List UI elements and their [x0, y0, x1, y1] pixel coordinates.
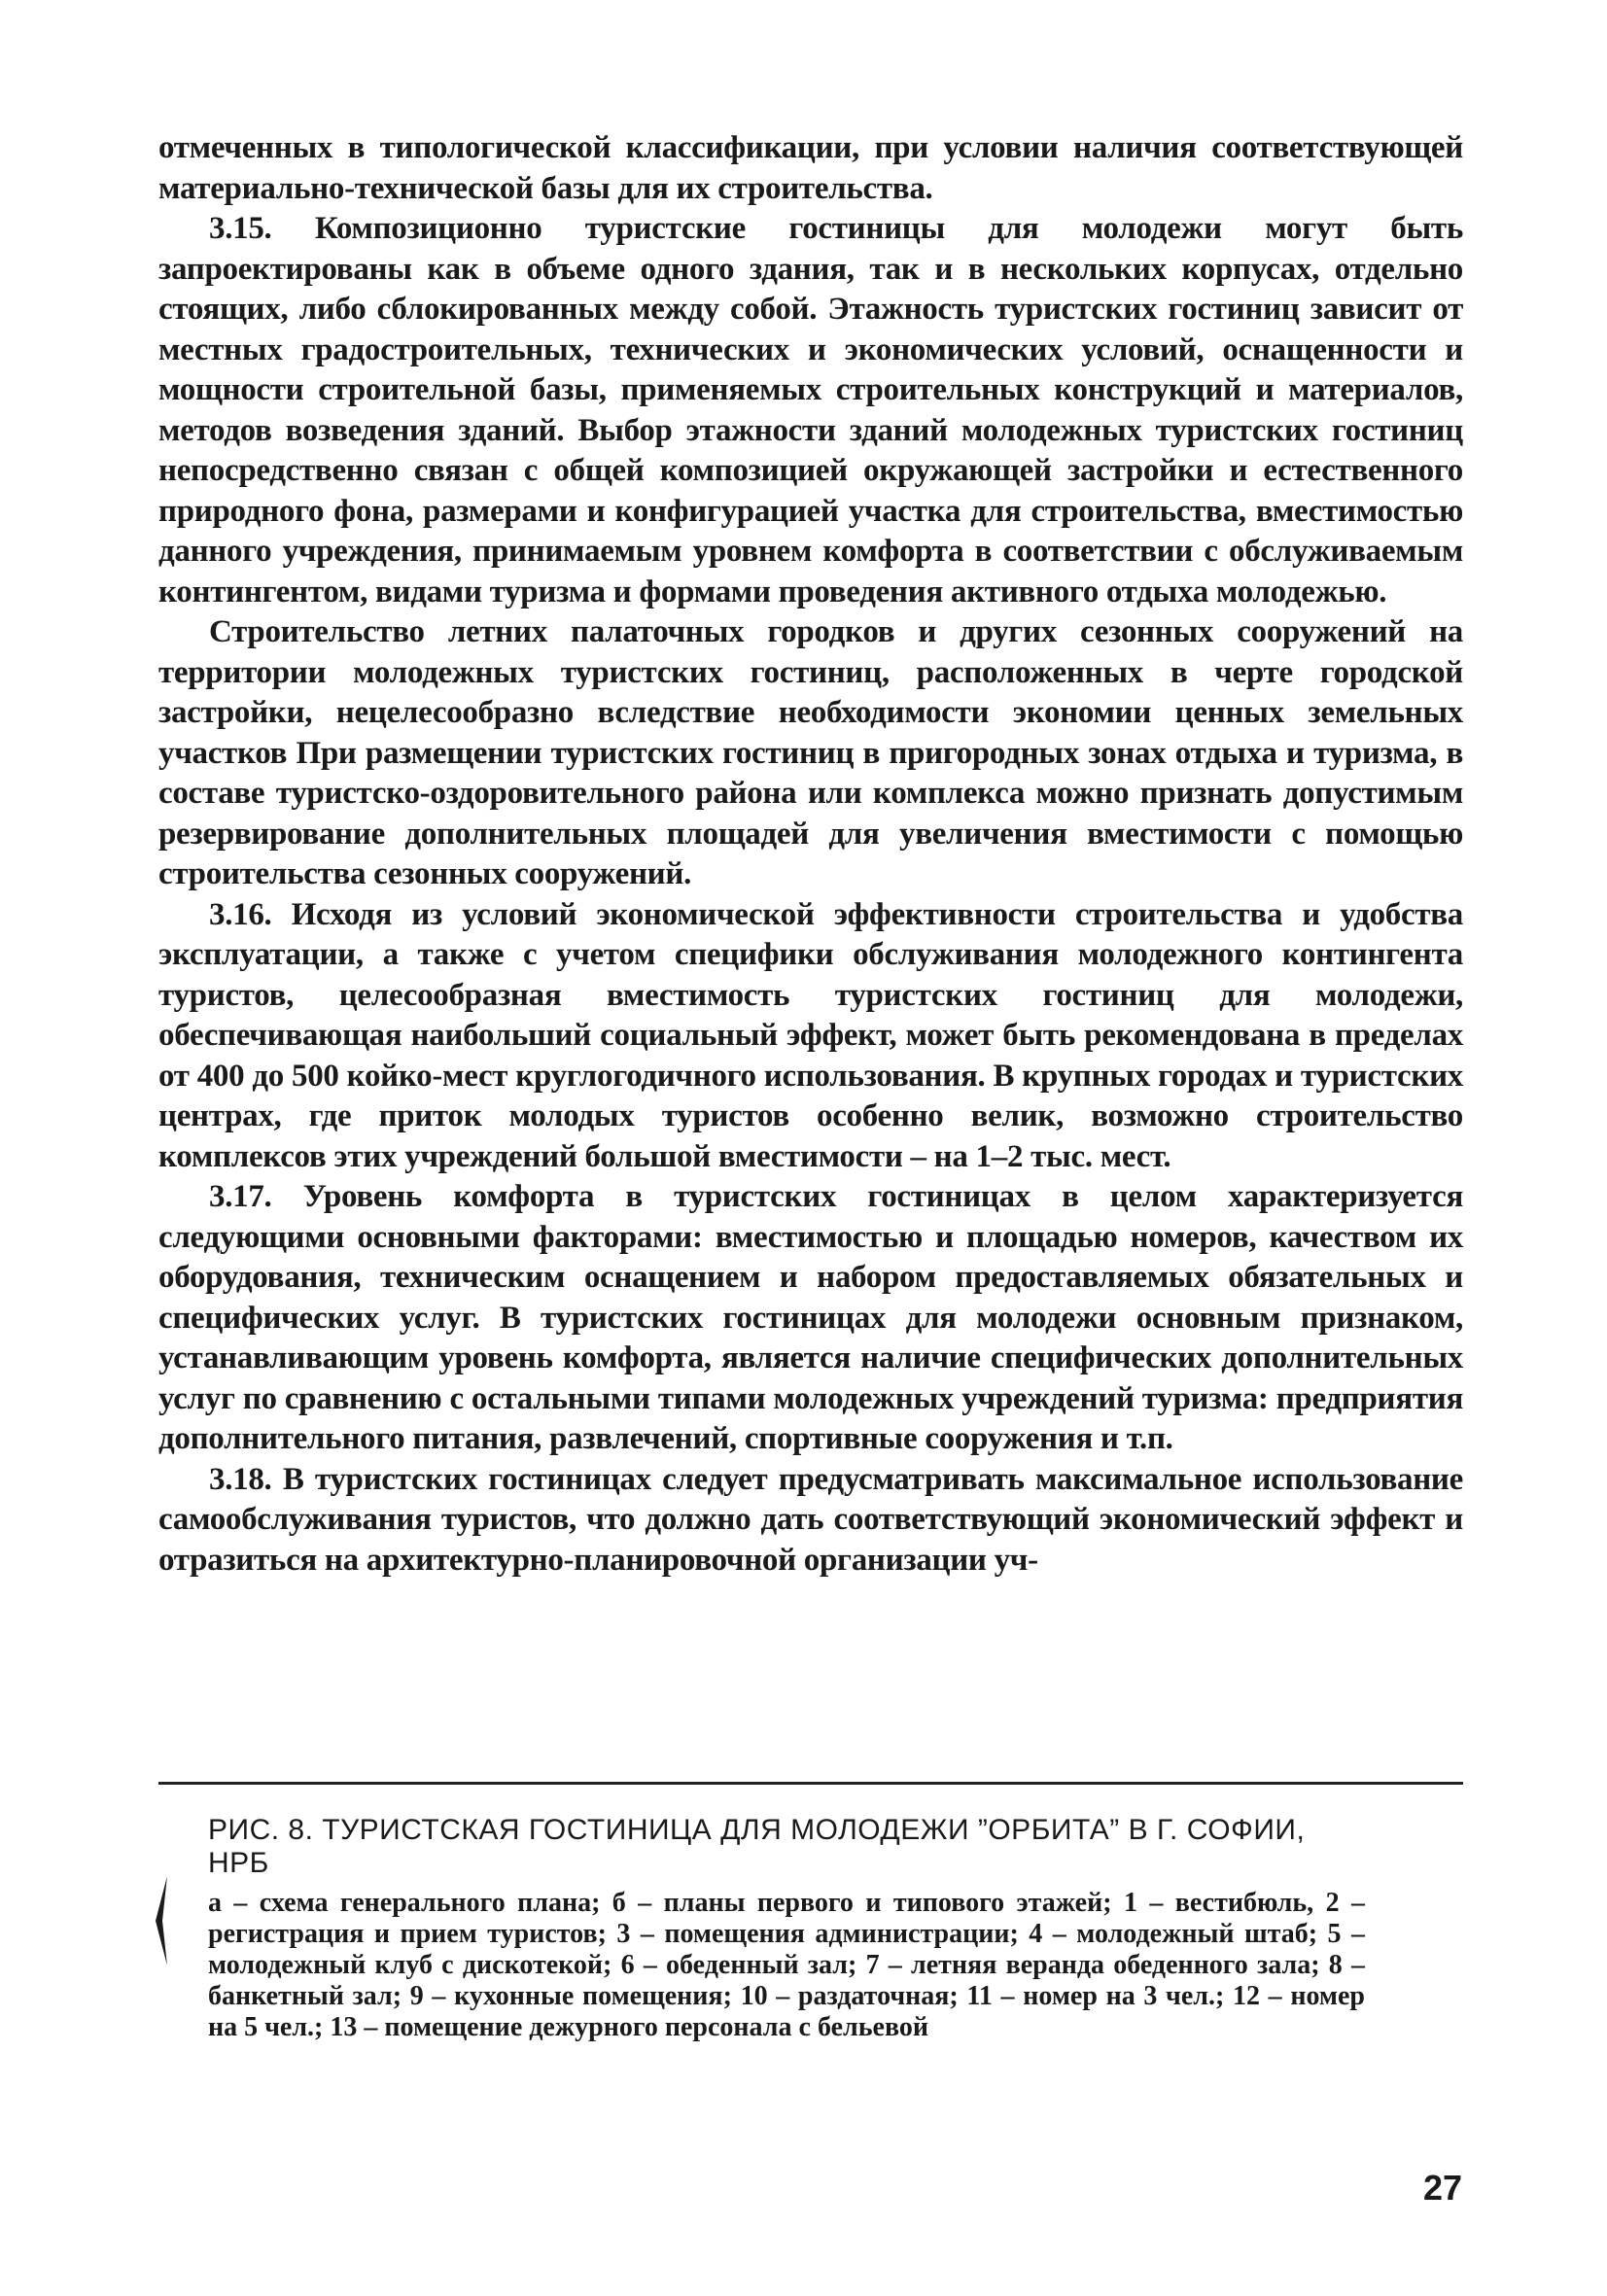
body-text [158, 128, 1463, 1581]
paragraph-continuation: отмеченных в типологической классификации, при условии наличия соответствующей материально-технической базы для их строительства. [158, 130, 1463, 206]
caption-legend: а – схема генерального плана; б – планы первого и типового этажей; 1 – вестибюль, 2 – регистрация и прием туристов; 3 – помещения администрации; 4 – молодежный штаб; 5 – молодежный клуб с дискотекой; 6 – обеденный зал; 7 – летняя веранда обеденного зала; 8 – банкетный зал; 9 – кухонные помещения; 10 – раздаточная; 11 – номер на 3 чел.; 12 – номер на 5 чел.; 13 – помещение дежурного персонала с бельевой [208, 1888, 1365, 2042]
paragraph-3-18: 3.18. В туристских гостиницах следует предусматривать максимальное использование самообслуживания туристов, что должно дать соответствующий экономический эффект и отразиться на архитектурно-планировочной организации уч- [158, 1461, 1463, 1578]
figure-pointer-icon [154, 1876, 169, 1966]
caption-divider [158, 1782, 1463, 1785]
section-number: 3.15. [209, 211, 272, 246]
paragraph-seasonal-structures: Строительство летних палаточных городков и других сезонных сооружений на территории молодежных туристских гостиниц, расположенных в черте городской застройки, нецелесообразно вследствие необходимости экономии ценных земельных участков При размещении туристских гостиниц в пригородных зонах отдыха и туризма, в составе туристско-оздоровительного района или комплекса можно признать допустимым резервирование дополнительных площадей для увеличения вместимости с помощью строительства сезонных сооружений. [158, 614, 1463, 891]
section-number: 3.18. [209, 1461, 272, 1497]
figure-caption [208, 1814, 1365, 2043]
section-number: 3.17. [209, 1179, 272, 1214]
paragraph-3-16: 3.16. Исходя из условий экономической эффективности строительства и удобства эксплуатации, а также с учетом специфики обслуживания молодежного контингента туристов, целесообразная вместимость туристских гостиниц для молодежи, обеспечивающая наибольший социальный эффект, может быть рекомендована в пределах от 400 до 500 койко-мест круглогодичного использования. В крупных городах и туристских центрах, где приток молодых туристов особенно велик, возможно строительство комплексов этих учреждений большой вместимости – на 1–2 тыс. мест. [158, 896, 1463, 1174]
page-number: 27 [1423, 2168, 1463, 2208]
caption-title: РИС. 8. ТУРИСТСКАЯ ГОСТИНИЦА ДЛЯ МОЛОДЕЖИ ”ОРБИТА” В Г. СОФИИ, НРБ [208, 1814, 1306, 1879]
section-number: 3.16. [209, 896, 272, 932]
paragraph-3-15: 3.15. Композиционно туристские гостиницы для молодежи могут быть запроектированы как в объеме одного здания, так и в нескольких корпусах, отдельно стоящих, либо сблокированных между собой. Этажность туристских гостиниц зависит от местных градостроительных, технических и экономических условий, оснащенности и мощности строительной базы, применяемых строительных конструкций и материалов, методов возведения зданий. Выбор этажности зданий молодежных туристских гостиниц непосредственно связан с общей композицией окружающей застройки и естественного природного фона, размерами и конфигурацией участка для строительства, вместимостью данного учреждения, принимаемым уровнем комфорта в соответствии с обслуживаемым контингентом, видами туризма и формами проведения активного отдыха молодежью. [158, 211, 1463, 609]
paragraph-3-17: 3.17. Уровень комфорта в туристских гостиницах в целом характеризуется следующими основными факторами: вместимостью и площадью номеров, качеством их оборудования, техническим оснащением и набором предоставляемых обязательных и специфических услуг. В туристских гостиницах для молодежи основным признаком, устанавливающим уровень комфорта, является наличие специфических дополнительных услуг по сравнению с остальными типами молодежных учреждений туризма: предприятия дополнительного питания, развлечений, спортивные сооружения и т.п. [158, 1179, 1463, 1456]
